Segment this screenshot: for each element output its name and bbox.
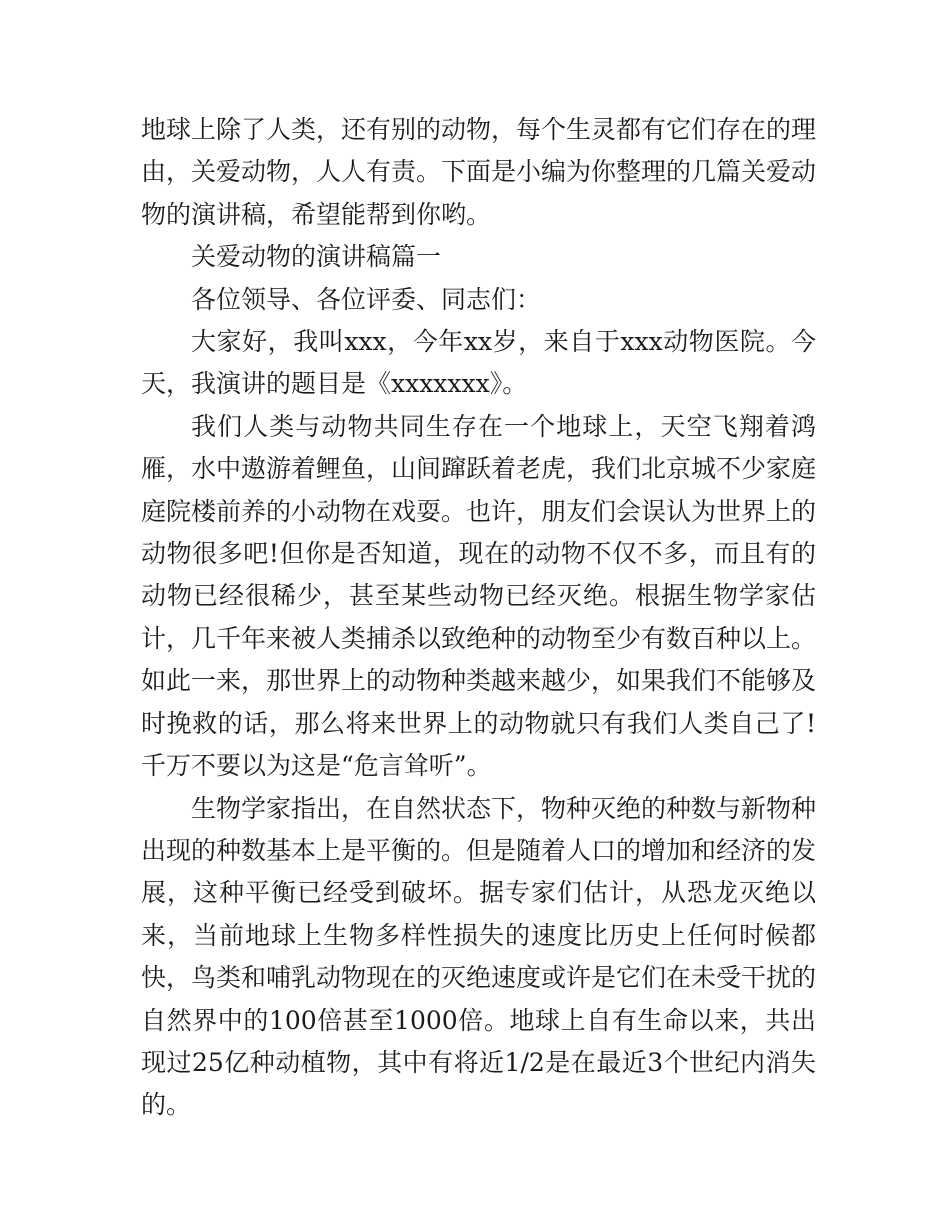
body-paragraph: 大家好，我叫xxx，今年xx岁，来自于xxx动物医院。今天，我演讲的题目是《xxxxxxx》。 bbox=[141, 327, 816, 399]
body-paragraph: 我们人类与动物共同生存在一个地球上，天空飞翔着鸿雁，水中遨游着鲤鱼，山间蹿跃着老虎，我们北京城不少家庭庭院楼前养的小动物在戏耍。也许，朋友们会误认为世界上的动物很多吧!但你是否知道，现在的动物不仅不多，而且有的动物已经很稀少，甚至某些动物已经灭绝。根据生物学家估计，几千年来被人类捕杀以致绝种的动物至少有数百种以上。如此一来，那世界上的动物种类越来越少，如果我们不能够及时挽救的话，那么将来世界上的动物就只有我们人类自己了!千万不要以为这是“危言耸听”。 bbox=[141, 411, 817, 781]
body-paragraph: 生物学家指出，在自然状态下，物种灭绝的种数与新物种出现的种数基本上是平衡的。但是随着人口的增加和经济的发展，这种平衡已经受到破坏。据专家们估计，从恐龙灭绝以来，当前地球上生物多样性损失的速度比历史上任何时候都快，鸟类和哺乳动物现在的灭绝速度或许是它们在未受干扰的自然界中的100倍甚至1000倍。地球上自有生命以来，共出现过25亿种动植物，其中有将近1/2是在最近3个世纪内消失的。 bbox=[141, 793, 817, 1120]
section-heading: 关爱动物的演讲稿篇一 bbox=[191, 242, 442, 272]
intro-paragraph: 地球上除了人类，还有别的动物，每个生灵都有它们存在的理由，关爱动物，人人有责。下面是小编为你整理的几篇关爱动物的演讲稿，希望能帮到你哟。 bbox=[141, 115, 817, 229]
salutation: 各位领导、各位评委、同志们： bbox=[191, 284, 542, 314]
